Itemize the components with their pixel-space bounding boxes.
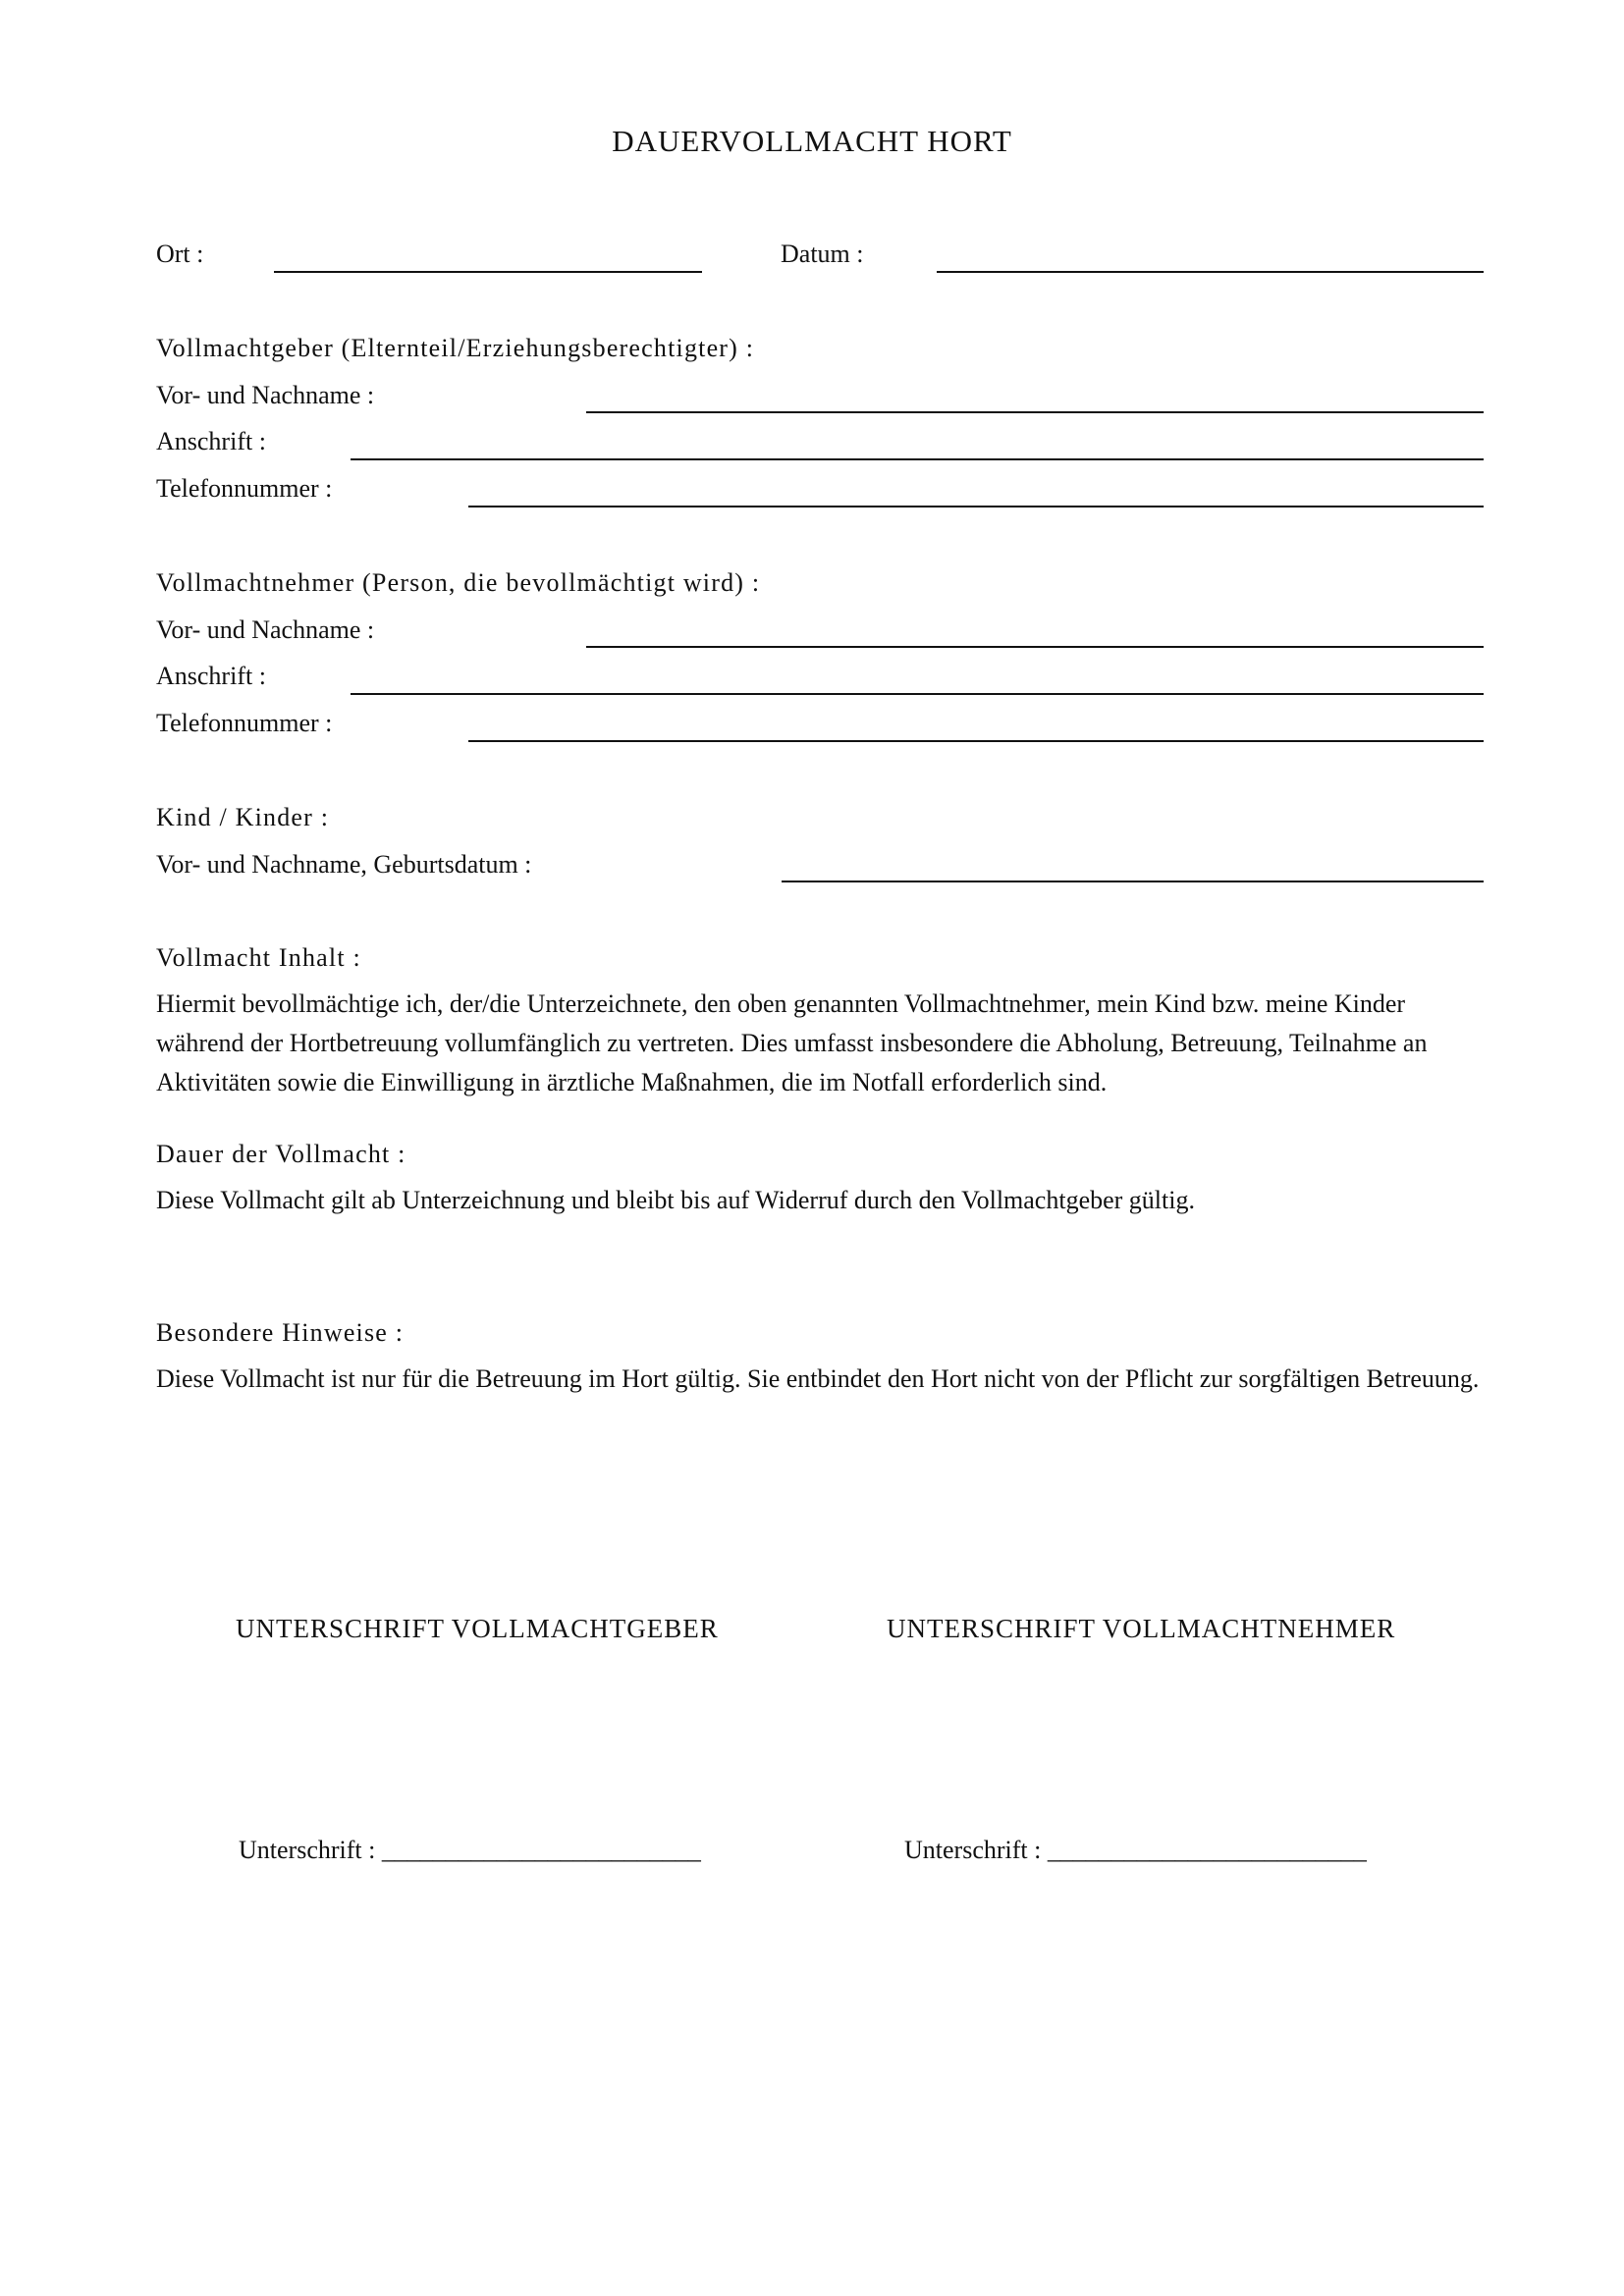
- kinder-name-label: Vor- und Nachname, Geburtsdatum :: [156, 850, 532, 879]
- vollmachtgeber-name-label: Vor- und Nachname :: [156, 381, 375, 409]
- kinder-name-field[interactable]: [782, 881, 1484, 882]
- vollmachtnehmer-name-field[interactable]: [586, 646, 1484, 648]
- nehmer-signature-field[interactable]: Unterschrift : _________________________: [904, 1836, 1367, 1864]
- dauer-text: Diese Vollmacht gilt ab Unterzeichnung und bleibt bis auf Widerruf durch den Vollmachtgeber gültig.: [156, 1186, 1195, 1214]
- dauer-heading: Dauer der Vollmacht :: [156, 1140, 406, 1168]
- vollmachtgeber-address-field[interactable]: [351, 458, 1484, 460]
- nehmer-signature-heading: UNTERSCHRIFT VOLLMACHTNEHMER: [887, 1614, 1396, 1643]
- vollmachtnehmer-address-field[interactable]: [351, 693, 1484, 695]
- ort-field[interactable]: [274, 271, 702, 273]
- datum-field[interactable]: [937, 271, 1484, 273]
- vollmachtgeber-phone-field[interactable]: [468, 506, 1484, 507]
- geber-signature-field[interactable]: Unterschrift : _________________________: [239, 1836, 701, 1864]
- vollmachtnehmer-heading: Vollmachtnehmer (Person, die bevollmächtigt wird) :: [156, 568, 761, 597]
- vollmachtgeber-heading: Vollmachtgeber (Elternteil/Erziehungsberechtigter) :: [156, 334, 755, 362]
- vollmachtnehmer-phone-label: Telefonnummer :: [156, 709, 333, 737]
- kinder-heading: Kind / Kinder :: [156, 803, 330, 831]
- vollmachtnehmer-address-label: Anschrift :: [156, 662, 266, 690]
- vollmachtgeber-name-field[interactable]: [586, 411, 1484, 413]
- geber-signature-heading: UNTERSCHRIFT VOLLMACHTGEBER: [236, 1614, 719, 1643]
- vollmachtgeber-address-label: Anschrift :: [156, 427, 266, 455]
- inhalt-text: Hiermit bevollmächtige ich, der/die Unterzeichnete, den oben genannten Vollmachtnehmer, mein Kind bzw. meine Kinder während der Hortbetreuung vollumfänglich zu vertreten. Dies umfasst insbesondere die Abholung, Betreuung, Teilnahme an Aktivitäten sowie die Einwilligung in ärztliche Maßnahmen, die im Notfall erforderlich sind.: [156, 989, 1428, 1096]
- ort-label: Ort :: [156, 240, 204, 268]
- document-title: DAUERVOLLMACHT HORT: [612, 124, 1012, 158]
- vollmachtnehmer-name-label: Vor- und Nachname :: [156, 615, 375, 644]
- vollmachtnehmer-phone-field[interactable]: [468, 740, 1484, 742]
- hinweise-heading: Besondere Hinweise :: [156, 1318, 405, 1347]
- hinweise-text: Diese Vollmacht ist nur für die Betreuung im Hort gültig. Sie entbindet den Hort nicht von der Pflicht zur sorgfältigen Betreuung.: [156, 1364, 1480, 1393]
- inhalt-heading: Vollmacht Inhalt :: [156, 943, 361, 972]
- datum-label: Datum :: [781, 240, 864, 268]
- vollmachtgeber-phone-label: Telefonnummer :: [156, 474, 333, 503]
